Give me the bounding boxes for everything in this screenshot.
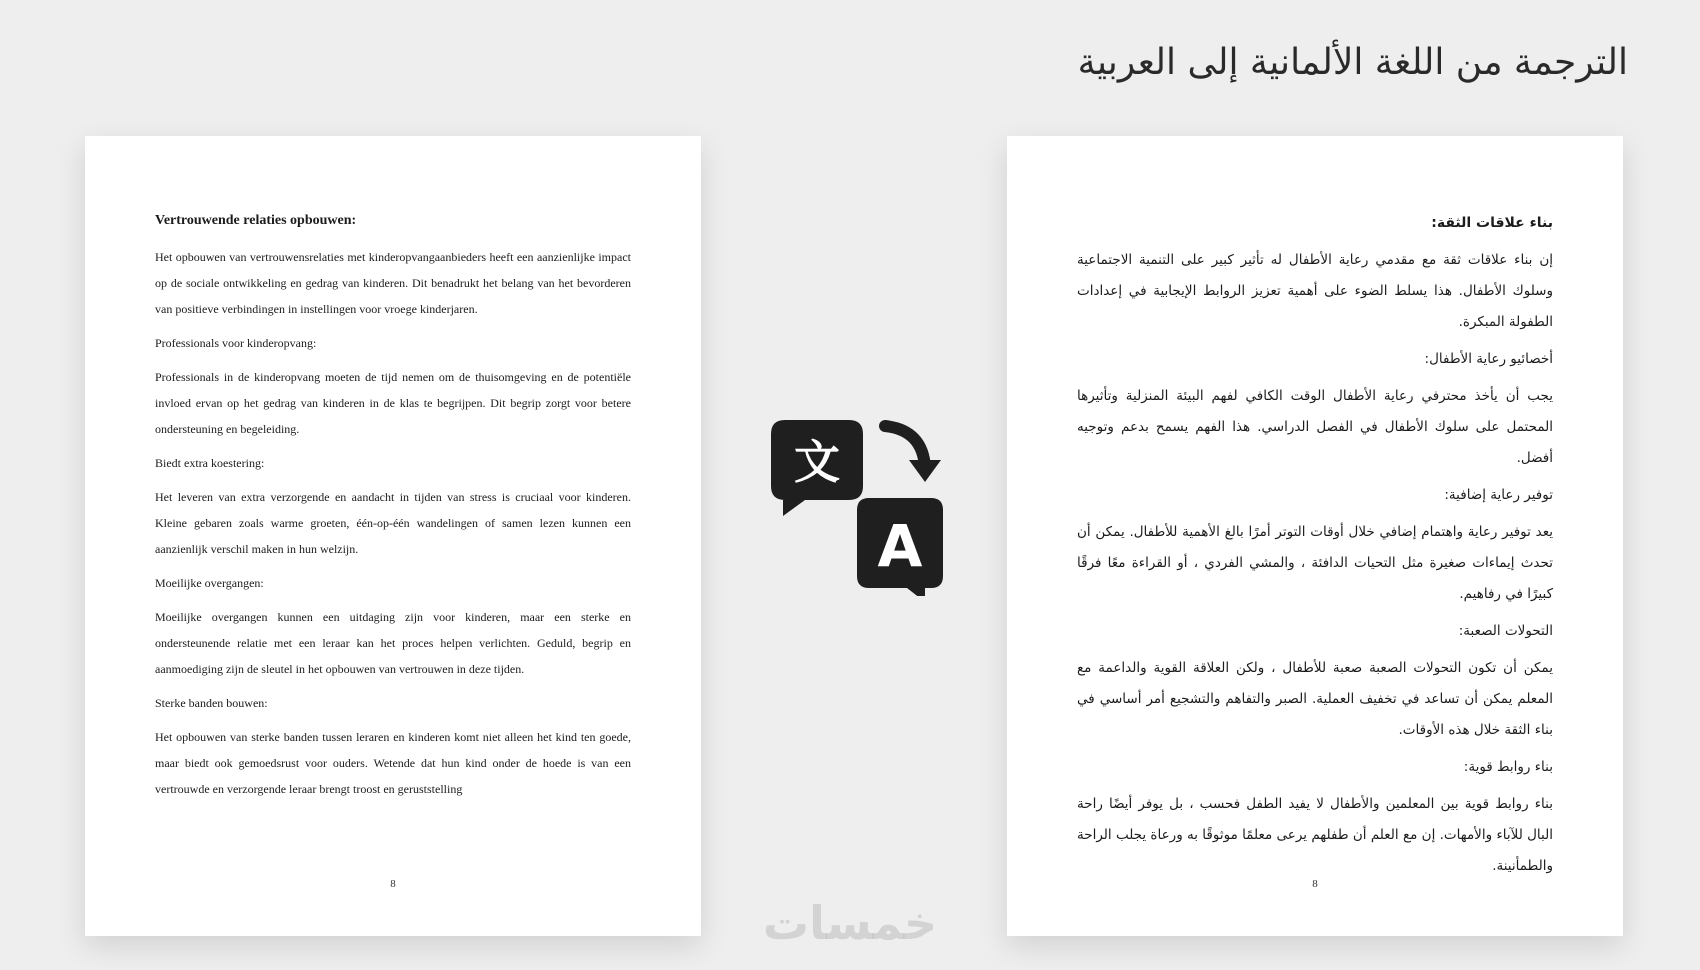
translated-heading: بناء علاقات الثقة: [1431,215,1553,231]
translated-subheading: توفير رعاية إضافية: [1444,487,1553,503]
translate-icon [765,416,945,596]
translated-paragraph: يمكن أن تكون التحولات الصعبة صعبة للأطفال ، ولكن العلاقة القوية والداعمة مع المعلم يمكن أن تساعد في تخفيف العملية. الصبر والتفاهم والتشجيع أمر أساسي في بناء الثقة خلال هذه الأوقات. [1077,660,1553,738]
page-title: الترجمة من اللغة الألمانية إلى العربية [1077,42,1628,83]
translated-blocks [1077,245,1553,882]
translated-subheading: التحولات الصعبة: [1458,623,1553,639]
translated-subheading: أخصائيو رعاية الأطفال: [1424,351,1553,367]
source-paragraph: Het opbouwen van sterke banden tussen leraren en kinderen komt niet alleen het kind ten goede, maar biedt ook gemoedsrust voor ouders. Wetende dat hun kind onder de hoede is van een vertrouwde en verzorgende leraar brengt troost en geruststelling [155,730,631,796]
translated-document-page [1007,136,1623,936]
source-subheading: Moeilijke overgangen: [155,576,264,590]
brand-watermark: خمسات [762,896,938,950]
translate-glyph-right: A [877,512,923,580]
translated-page-number: 8 [1312,878,1318,890]
source-paragraph: Professionals in de kinderopvang moeten de tijd nemen om de thuisomgeving en de potentiële invloed ervan op het gedrag van kinderen in de klas te begrijpen. Dit begrip zorgt voor betere ondersteuning en begeleiding. [155,370,631,436]
translated-paragraph: يجب أن يأخذ محترفي رعاية الأطفال الوقت الكافي لفهم البيئة المنزلية وتأثيرها المحتمل على سلوك الأطفال في الفصل الدراسي. هذا الفهم يسمح بدعم وتوجيه أفضل. [1077,388,1553,466]
source-heading: Vertrouwende relaties opbouwen: [155,213,357,228]
source-subheading: Biedt extra koestering: [155,456,265,470]
translated-subheading: بناء روابط قوية: [1463,759,1553,775]
source-paragraph: Het opbouwen van vertrouwensrelaties met kinderopvangaanbieders heeft een aanzienlijke impact op de sociale ontwikkeling en gedrag van kinderen. Dit benadrukt het belang van het bevorderen van positieve verbindingen in instellingen voor vroege kinderjaren. [155,250,631,316]
source-subheading: Professionals voor kinderopvang: [155,336,317,350]
source-document-content [155,208,631,810]
source-paragraph: Moeilijke overgangen kunnen een uitdaging zijn voor kinderen, maar een sterke en ondersteunende relatie met een leraar kan het proces helpen verlichten. Geduld, begrip en aanmoediging zijn de sleutel in het opbouwen van vertrouwen in deze tijden. [155,610,631,676]
source-subheading: Sterke banden bouwen: [155,696,268,710]
source-paragraph: Het leveren van extra verzorgende en aandacht in tijden van stress is cruciaal voor kinderen. Kleine gebaren zoals warme groeten, één-op-één wandelingen of samen lezen kunnen een aanzienlijk verschil maken in hun welzijn. [155,490,631,556]
translate-glyph-left: 文 [794,435,840,489]
translated-paragraph: بناء روابط قوية بين المعلمين والأطفال لا يفيد الطفل فحسب ، بل يوفر أيضًا راحة البال للآباء والأمهات. إن مع العلم أن طفلهم يرعى معلمًا موثوقًا به ورعاة يجلب الراحة والطمأنينة. [1077,796,1553,874]
source-document-page [85,136,701,936]
source-blocks [155,244,631,802]
translated-paragraph: يعد توفير رعاية واهتمام إضافي خلال أوقات التوتر أمرًا بالغ الأهمية للأطفال. يمكن أن تحدث إيماءات صغيرة مثل التحيات الدافئة ، والمشي الفردي ، أو القراءة معًا فرقًا كبيرًا في رفاهيم. [1077,524,1553,602]
source-page-number: 8 [390,878,396,890]
translated-paragraph: إن بناء علاقات ثقة مع مقدمي رعاية الأطفال له تأثير كبير على التنمية الاجتماعية وسلوك الأطفال. هذا يسلط الضوء على أهمية تعزيز الروابط الإيجابية في إعدادات الطفولة المبكرة. [1077,252,1553,330]
translated-document-content [1077,208,1553,888]
